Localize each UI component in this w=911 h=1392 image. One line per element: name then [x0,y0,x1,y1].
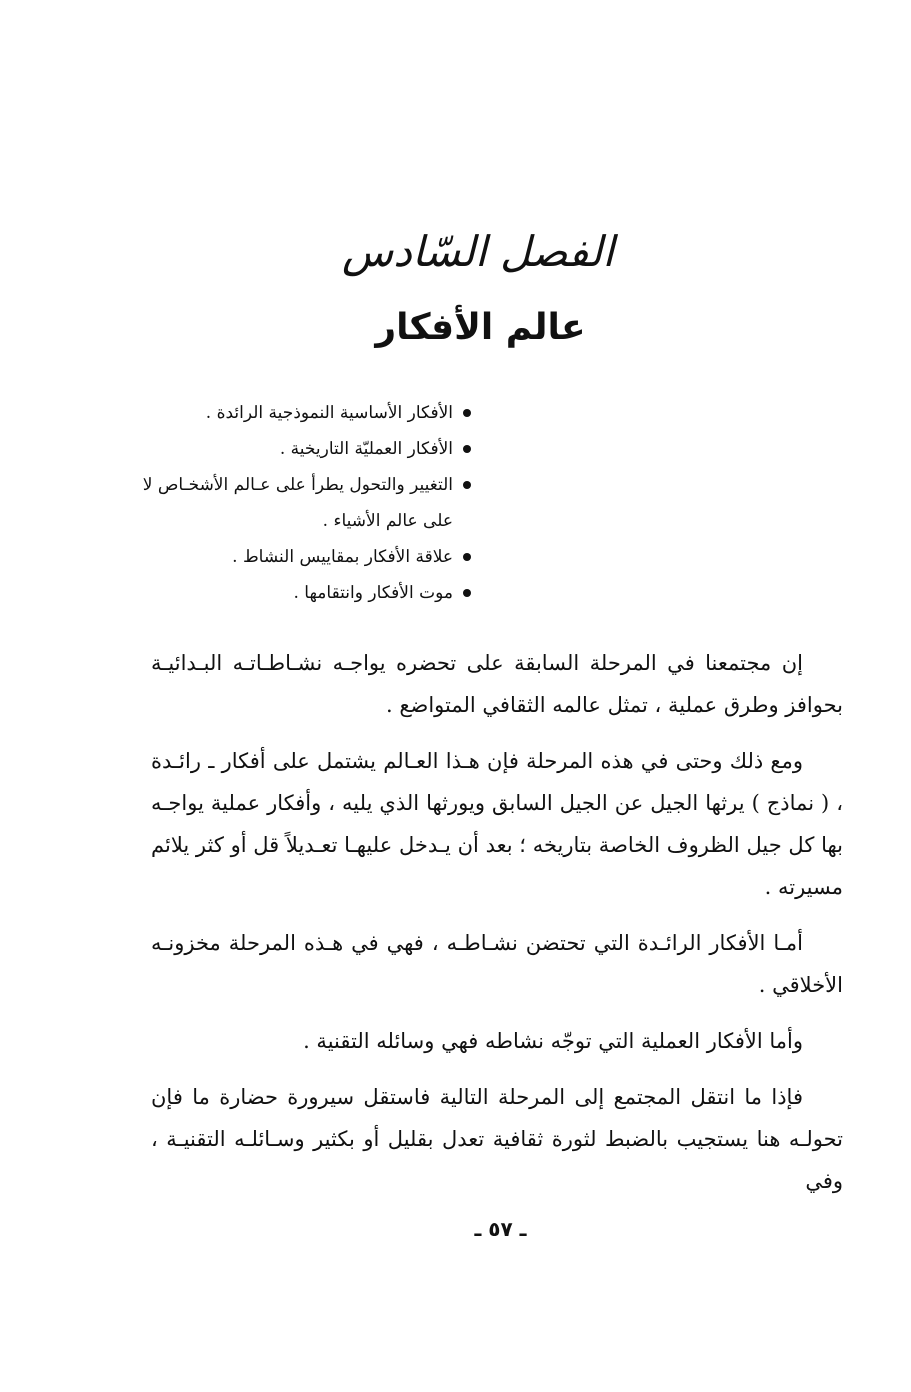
chapter-title: عالم الأفكار [375,307,586,348]
chapter-topics-list [136,395,471,611]
topic-item [136,467,471,539]
paragraph: ومع ذلك وحتى في هذه المرحلة فإن هـذا العـالم يشتمل على أفكار ـ رائـدة ، ( نماذج ) يرثها الجيل عن الجيل السابق ويورثها الذي يليه ، وأفكار عملية يواجـه بها كل جيل الظروف الخاصة بتاريخه ؛ بعد أن يـدخل عليهـا تعـديلاً قل أو كثر يلائم مسيرته . [151,749,843,899]
bullet-icon [463,589,471,597]
bullet-icon [463,553,471,561]
topic-text: الأفكار الأساسية النموذجية الرائدة . [205,403,453,423]
bullet-icon [463,409,471,417]
topic-item [136,395,471,431]
page-number: ـ ٥٧ ـ [474,1217,527,1241]
topic-item [136,431,471,467]
body-text [151,642,843,1216]
chapter-label: الفصل السّادس [342,227,614,276]
topic-text: علاقة الأفكار بمقاييس النشاط . [232,547,453,567]
topic-item [136,575,471,611]
paragraph: وأما الأفكار العملية التي توجّه نشاطه فهي وسائله التقنية . [303,1029,803,1053]
topic-item [136,539,471,575]
paragraph: فإذا ما انتقل المجتمع إلى المرحلة التالية فاستقل سيرورة حضارة ما فإن تحولـه هنا يستجيب بالضبط لثورة ثقافية تعدل بقليل أو بكثير وسـائلـه التقنيـة ، وفي [151,1085,843,1193]
topic-text: موت الأفكار وانتقامها . [293,583,453,603]
topic-text: الأفكار العمليّة التاريخية . [279,439,453,459]
paragraph: أمـا الأفكار الرائـدة التي تحتضن نشـاطـه ، فهي في هـذه المرحلة مخزونـه الأخلاقي . [151,931,843,997]
bullet-icon [463,481,471,489]
topic-text: التغيير والتحول يطرأ على عـالم الأشخـاص لا على عالم الأشياء . [142,475,453,531]
bullet-icon [463,445,471,453]
paragraph: إن مجتمعنا في المرحلة السابقة على تحضره يواجـه نشـاطـاتـه البـدائيـة بحوافز وطرق عملية ، تمثل عالمه الثقافي المتواضع . [151,651,843,717]
